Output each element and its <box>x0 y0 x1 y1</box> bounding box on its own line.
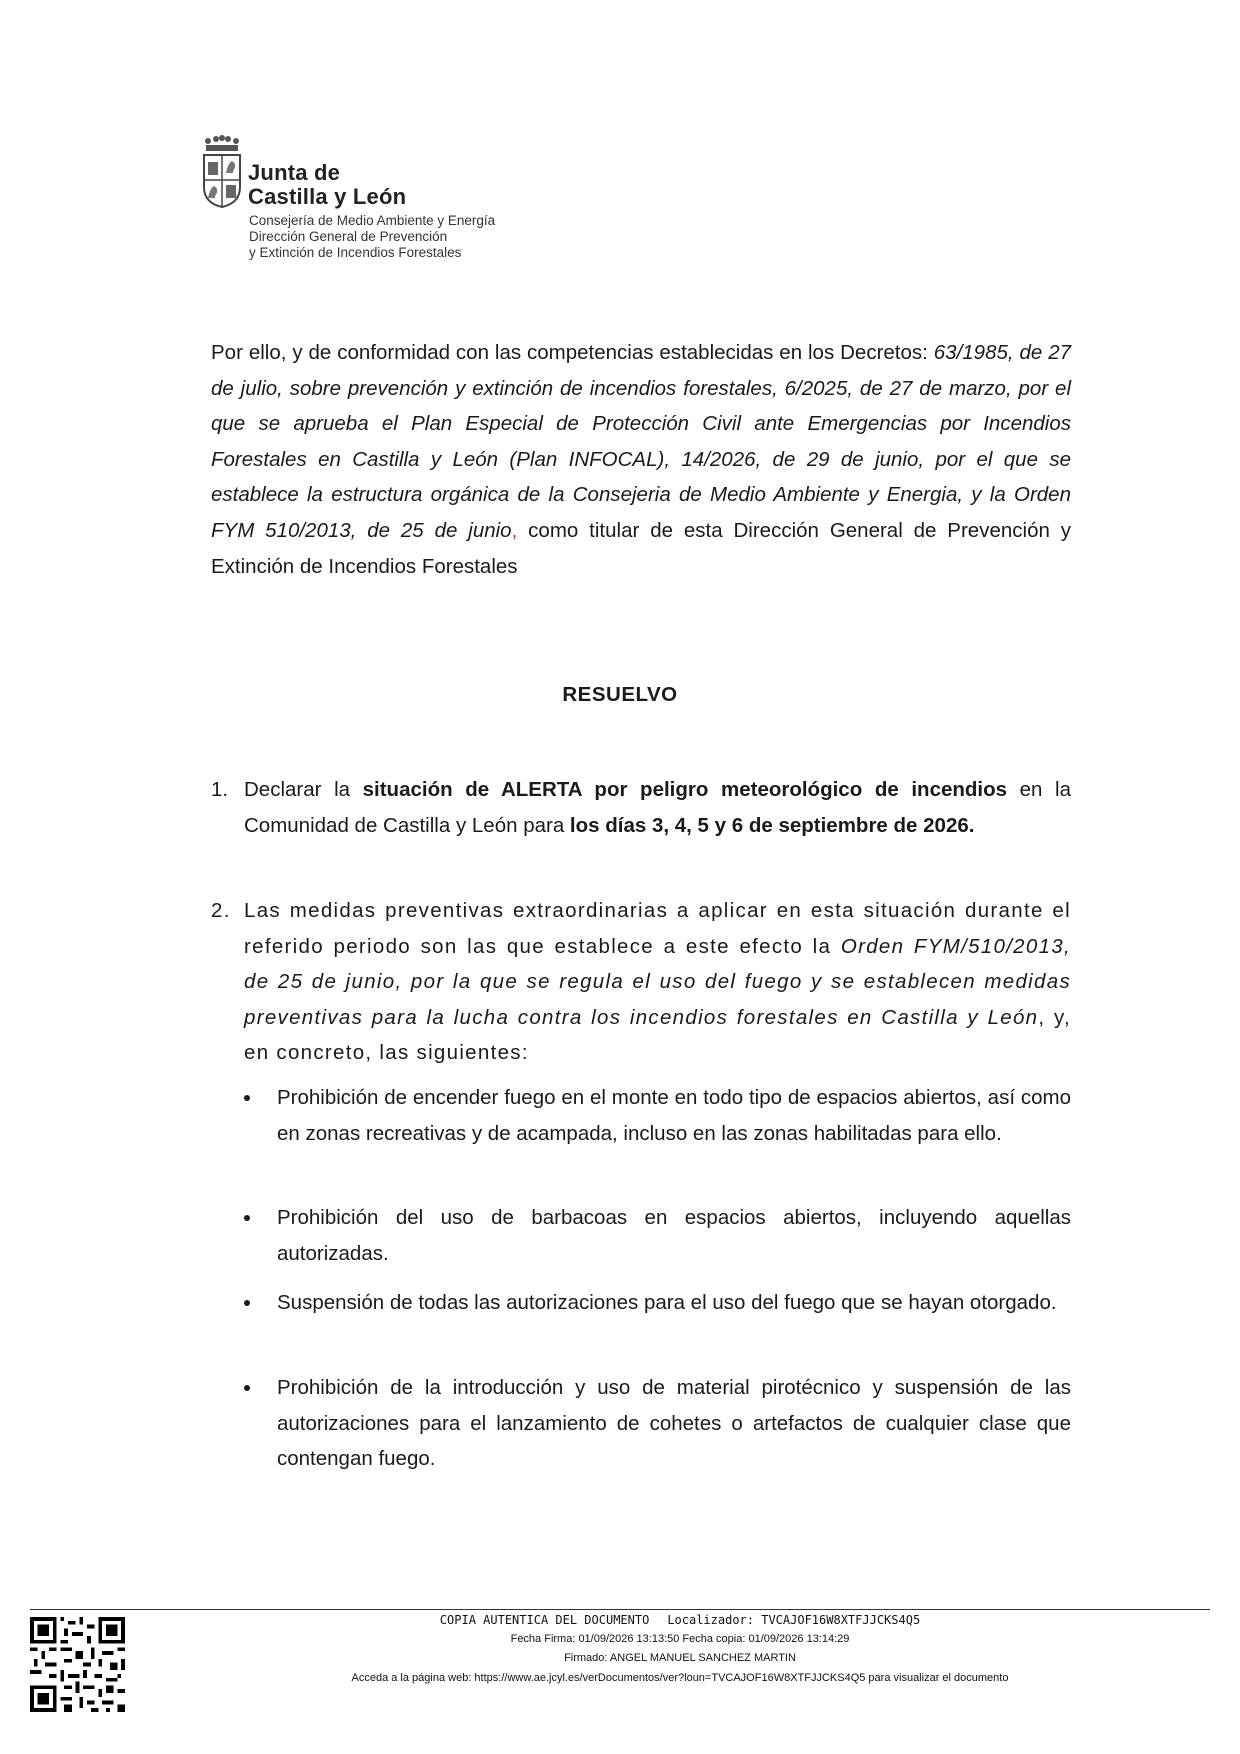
resuelvo-heading: RESUELVO <box>562 683 678 706</box>
localizador: Localizador: TVCAJOF16W8XTFJJCKS4Q5 <box>667 1613 921 1627</box>
resolution-item-1 <box>211 772 1071 843</box>
footer-copy-line <box>260 1613 1100 1627</box>
bullet-icon <box>244 1300 250 1306</box>
resolution-item-2 <box>211 893 1071 1071</box>
copy-label: COPIA AUTENTICA DEL DOCUMENTO <box>439 1613 650 1627</box>
org-name-line2: Castilla y León <box>248 184 407 209</box>
list-item <box>244 1285 1071 1321</box>
footer-divider <box>30 1609 1210 1610</box>
org-name <box>248 161 406 209</box>
item-number: 1. <box>211 778 229 801</box>
list-item <box>244 1200 1071 1271</box>
intro-comma: , <box>511 518 518 542</box>
bullet-icon <box>244 1095 250 1101</box>
bullet-icon <box>244 1215 250 1221</box>
coat-of-arms-icon <box>200 135 244 209</box>
intro-decrees: 63/1985, de 27 de julio, sobre prevención y extinción de incendios forestales, 6/2025, de 27 de marzo, por el que se aprueba el Plan Especial de Protección Civil ante Emergencias por Incendios Forestales en Castilla y León (Plan INFOCAL), 14/2026, de 29 de junio, por el que se establece la estructura orgánica de la Consejeria de Medio Ambiente y Energia, y la Orden FYM 510/2013, de 25 de junio <box>211 341 1071 542</box>
list-item-text: Prohibición de encender fuego en el monte en todo tipo de espacios abiertos, así como en zonas recreativas y de acampada, incluso en las zonas habilitadas para ello. <box>277 1086 1071 1145</box>
intro-paragraph <box>211 335 1071 584</box>
list-item-text: Suspensión de todas las autorizaciones para el uso del fuego que se hayan otorgado. <box>277 1291 1057 1314</box>
item1-text-c: en la Comunidad de Castilla y León para <box>244 778 1071 837</box>
item1-alert: situación de ALERTA por peligro meteorológico de incendios <box>362 778 1008 801</box>
item2-text-c: , y, en concreto, las siguientes: <box>244 1005 1072 1065</box>
qr-code-icon <box>30 1617 125 1712</box>
bullet-icon <box>244 1385 250 1391</box>
footer-signer: Firmado: ANGEL MANUEL SANCHEZ MARTIN <box>564 1652 796 1664</box>
item1-text-a: Declarar la <box>244 778 363 801</box>
item-number: 2. <box>211 899 231 922</box>
item2-text-a: Las medidas preventivas extraordinarias a aplicar en esta situación durante el referido periodo son las que establece a este efecto la <box>244 899 1071 958</box>
org-subtitle <box>249 213 495 261</box>
intro-text-b: como titular de esta Dirección General de Prevención y Extinción de Incendios Forestales <box>211 518 1071 578</box>
consejeria-line: Consejería de Medio Ambiente y Energía <box>249 213 496 228</box>
item1-dates: los días 3, 4, 5 y 6 de septiembre de 2026. <box>569 813 975 837</box>
list-item-text: Prohibición de la introducción y uso de material pirotécnico y suspensión de las autorizaciones para el lanzamiento de cohetes o artefactos de cualquier clase que contengan fuego. <box>277 1376 1071 1471</box>
footer-access-url[interactable]: Acceda a la página web: https://www.ae.jcyl.es/verDocumentos/ver?loun=TVCAJOF16W8XTFJJCKS4Q5 para visualizar el documento <box>351 1672 1009 1684</box>
intro-text-a: Por ello, y de conformidad con las competencias establecidas en los Decretos: <box>211 341 934 364</box>
list-item-text: Prohibición del uso de barbacoas en espacios abiertos, incluyendo aquellas autorizadas. <box>277 1206 1071 1265</box>
letterhead <box>200 135 600 275</box>
direccion-line2: y Extinción de Incendios Forestales <box>249 245 462 260</box>
direccion-line1: Dirección General de Prevención <box>249 229 448 244</box>
list-item <box>244 1370 1071 1477</box>
footer-dates: Fecha Firma: 01/09/2026 13:13:50 Fecha copia: 01/09/2026 13:14:29 <box>510 1633 850 1645</box>
item2-orden: Orden FYM/510/2013, de 25 de junio, por la que se regula el uso del fuego y se establecen medidas preventivas para la lucha contra los incendios forestales en Castilla y León <box>244 934 1071 1029</box>
org-name-line1: Junta de <box>248 160 341 185</box>
list-item <box>244 1080 1071 1151</box>
